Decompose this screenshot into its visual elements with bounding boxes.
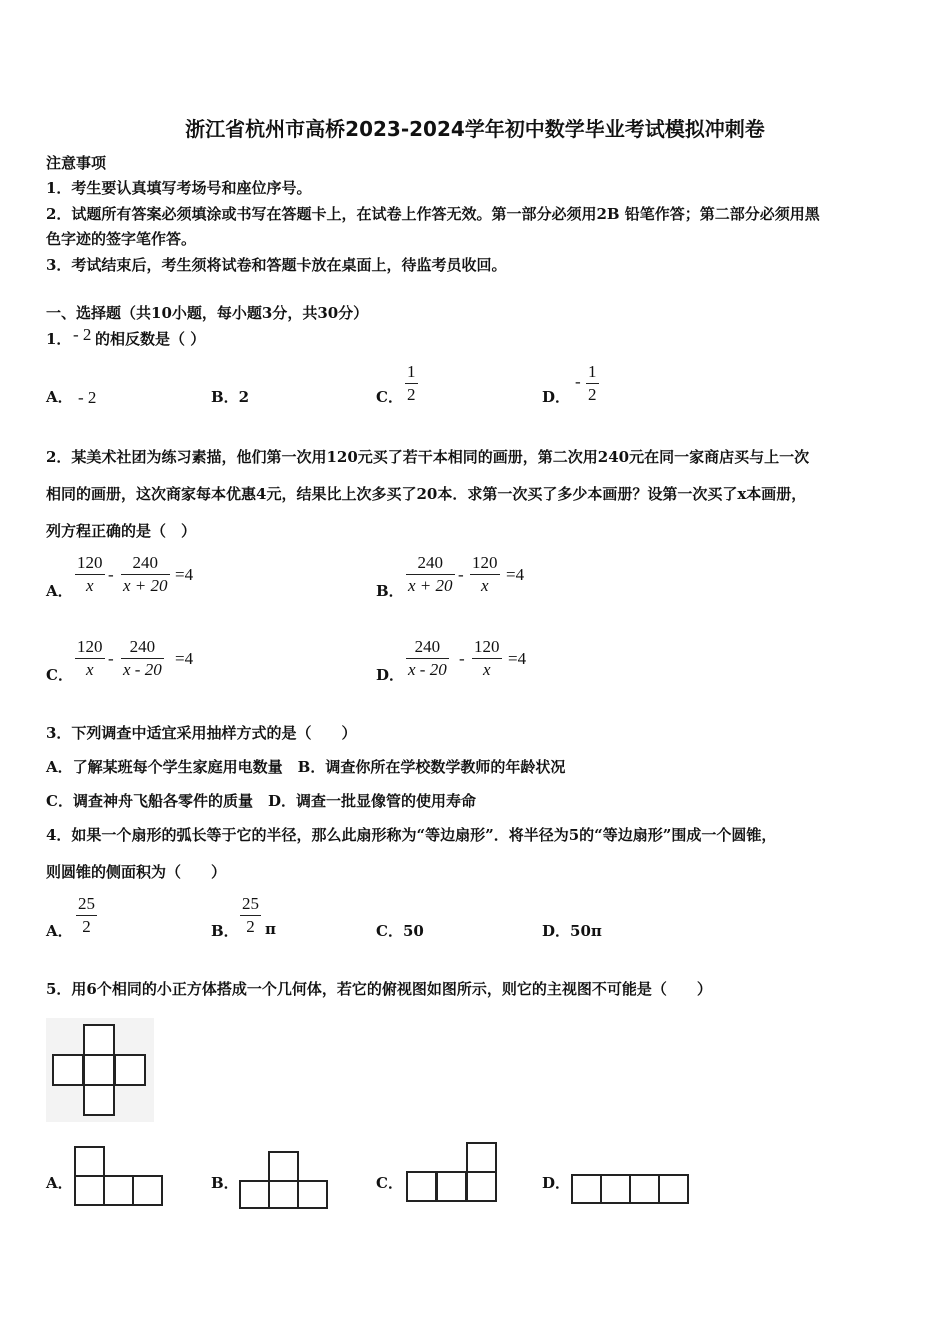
section-heading: 一、选择题（共10小题，每小题3分，共30分） <box>46 304 369 322</box>
top-view-cell <box>83 1024 115 1056</box>
q1-option-c-label: C． <box>376 388 403 406</box>
fraction-numerator: 240 <box>129 637 156 656</box>
q3-stem: 3．下列调查中适宜采用抽样方式的是（ ） <box>46 724 357 742</box>
fraction-denominator: x <box>85 660 94 679</box>
fraction-denominator: x <box>85 576 94 595</box>
q4-line-2: 则圆锥的侧面积为（ ） <box>46 863 227 881</box>
note-item-2-cont: 色字迹的签字笔作答。 <box>46 230 197 248</box>
view-cell <box>132 1175 163 1206</box>
q1-option-a-label: A． <box>46 388 73 406</box>
q2-b-operator: - <box>458 565 464 584</box>
q2-d-operator: - <box>459 649 465 668</box>
note-item-1: 1．考生要认真填写考场号和座位序号。 <box>46 179 312 197</box>
notes-heading: 注意事项 <box>46 154 107 172</box>
fraction-numerator: 120 <box>77 553 103 572</box>
q2-option-a-label: A． <box>46 582 73 600</box>
q1-option-d-fraction <box>586 362 599 405</box>
view-cell <box>74 1146 105 1177</box>
q1-stem: 的相反数是（ ） <box>95 330 206 348</box>
q2-d-equals: =4 <box>508 649 527 668</box>
q4-option-b-label: B． <box>211 922 239 940</box>
view-cell <box>466 1142 497 1173</box>
q2-a-fraction-1 <box>75 553 105 596</box>
view-cell <box>466 1171 497 1202</box>
top-view-cell <box>52 1054 84 1086</box>
note-item-3: 3．考试结束后，考生须将试卷和答题卡放在桌面上，待监考员收回。 <box>46 256 507 274</box>
q2-a-fraction-2 <box>121 553 170 596</box>
q4-b-fraction <box>240 894 261 937</box>
q2-b-equals: =4 <box>506 565 525 584</box>
fraction-denominator: x + 20 <box>408 576 453 595</box>
q4-b-pi: π <box>265 920 276 938</box>
q1-option-d-sign: - <box>575 372 581 391</box>
q2-d-fraction-1 <box>406 637 449 680</box>
q1-option-a-value: - 2 <box>78 388 97 407</box>
fraction-numerator: 120 <box>474 637 500 656</box>
fraction-numerator: 1 <box>588 362 597 381</box>
q5-stem: 5．用6个相同的小正方体搭成一个几何体，若它的俯视图如图所示，则它的主视图不可能是（ ） <box>46 980 712 998</box>
fraction-numerator: 120 <box>77 637 103 656</box>
fraction-denominator: 2 <box>588 385 597 404</box>
q1-option-c-fraction <box>405 362 418 405</box>
view-cell <box>268 1151 299 1182</box>
view-cell <box>74 1175 105 1206</box>
view-cell <box>406 1171 437 1202</box>
q4-a-fraction <box>76 894 97 937</box>
q1-option-b: B．2 <box>211 388 250 406</box>
fraction-numerator: 25 <box>242 894 259 913</box>
q2-line-3: 列方程正确的是（ ） <box>46 522 197 540</box>
fraction-denominator: 2 <box>246 917 255 936</box>
q2-line-1: 2．某美术社团为练习素描，他们第一次用120元买了若干本相同的画册，第二次用240元在同一家商店买与上一次 <box>46 448 810 466</box>
fraction-numerator: 240 <box>414 637 441 656</box>
top-view-figure <box>46 1018 154 1122</box>
view-cell <box>239 1180 270 1209</box>
q2-option-d-label: D． <box>376 666 405 684</box>
view-cell <box>629 1174 660 1204</box>
fraction-numerator: 120 <box>472 553 498 572</box>
q5-option-d-label: D． <box>542 1174 571 1192</box>
q2-option-c-label: C． <box>46 666 73 684</box>
q1-number: 1． <box>46 330 72 348</box>
view-cell <box>297 1180 328 1209</box>
top-view-cell <box>83 1054 115 1086</box>
view-cell <box>103 1175 134 1206</box>
q2-d-fraction-2 <box>472 637 502 680</box>
fraction-denominator: x <box>480 576 489 595</box>
fraction-denominator: 2 <box>82 917 91 936</box>
q2-c-equals: =4 <box>175 649 194 668</box>
note-item-2: 2．试题所有答案必须填涂或书写在答题卡上，在试卷上作答无效。第一部分必须用2B 铅笔作答；第二部分必须用黑 <box>46 205 820 223</box>
q4-option-c: C．50 <box>376 922 424 940</box>
q2-c-operator: - <box>108 649 114 668</box>
view-cell <box>658 1174 689 1204</box>
q5-option-a-label: A． <box>46 1174 73 1192</box>
view-cell <box>268 1180 299 1209</box>
page-title: 浙江省杭州市高桥2023-2024学年初中数学毕业考试模拟冲刺卷 <box>185 117 765 141</box>
fraction-denominator: x - 20 <box>123 660 162 679</box>
fraction-denominator: 2 <box>407 385 416 404</box>
q4-option-a-label: A． <box>46 922 73 940</box>
q1-expression: - 2 <box>73 325 92 344</box>
q1-option-d-label: D． <box>542 388 571 406</box>
q4-option-d: D．50π <box>542 922 602 940</box>
top-view-cell <box>114 1054 146 1086</box>
q3-options-cd: C．调查神舟飞船各零件的质量 D．调查一批显像管的使用寿命 <box>46 792 476 810</box>
fraction-denominator: x - 20 <box>408 660 447 679</box>
q2-c-fraction-2 <box>121 637 164 680</box>
q2-a-equals: =4 <box>175 565 194 584</box>
q2-line-2: 相同的画册，这次商家每本优惠4元，结果比上次多买了20本．求第一次买了多少本画册？设第一次买了x本画册， <box>46 485 807 503</box>
fraction-numerator: 240 <box>132 553 159 572</box>
fraction-numerator: 1 <box>407 362 416 381</box>
q2-b-fraction-1 <box>406 553 455 596</box>
view-cell <box>571 1174 602 1204</box>
q4-line-1: 4．如果一个扇形的弧长等于它的半径，那么此扇形称为“等边扇形”．将半径为5的“等边扇形”围成一个圆锥， <box>46 826 777 844</box>
fraction-denominator: x <box>482 660 491 679</box>
q2-b-fraction-2 <box>470 553 500 596</box>
view-cell <box>600 1174 631 1204</box>
fraction-denominator: x + 20 <box>123 576 168 595</box>
fraction-numerator: 25 <box>78 894 95 913</box>
q5-option-b-label: B． <box>211 1174 239 1192</box>
q2-option-b-label: B． <box>376 582 404 600</box>
q2-c-fraction-1 <box>75 637 105 680</box>
q5-option-c-label: C． <box>376 1174 403 1192</box>
view-cell <box>436 1171 467 1202</box>
q2-a-operator: - <box>108 565 114 584</box>
top-view-cell <box>83 1084 115 1116</box>
fraction-numerator: 240 <box>417 553 444 572</box>
q3-options-ab: A．了解某班每个学生家庭用电数量 B．调查你所在学校数学教师的年龄状况 <box>46 758 566 776</box>
